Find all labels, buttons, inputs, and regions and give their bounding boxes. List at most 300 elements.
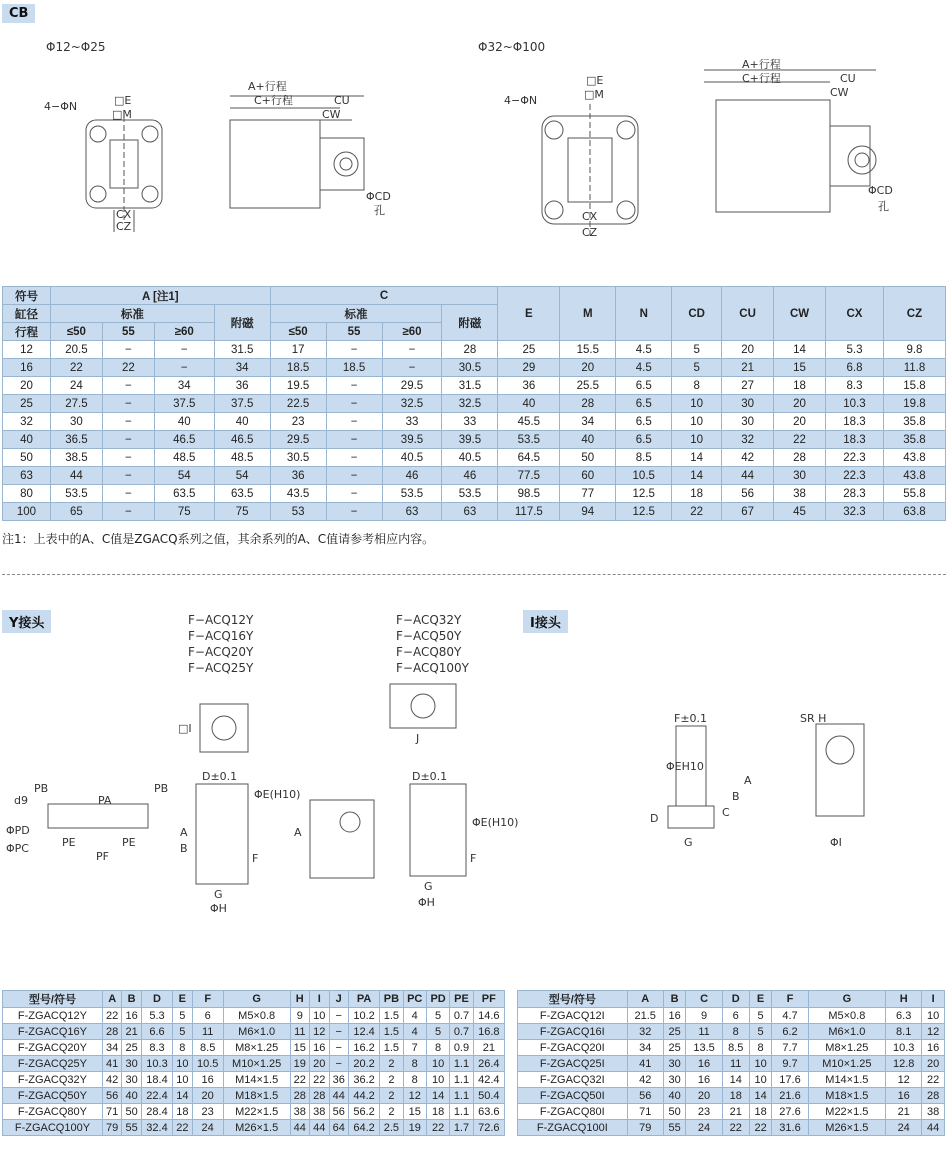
- table3-cell: F-ZGACQ16I: [518, 1024, 628, 1040]
- table2-cell: 18: [173, 1104, 192, 1120]
- table3-cell: 10: [749, 1072, 772, 1088]
- label-hole: 孔: [374, 204, 385, 217]
- table2-cell: 1.7: [450, 1120, 473, 1136]
- y-joint-table: [2, 990, 505, 1136]
- table1-cell: 14: [672, 449, 722, 467]
- y-model-small-4: F−ACQ25Y: [188, 661, 254, 675]
- section-tag-cb: CB: [2, 4, 35, 23]
- table1-cell: 22.3: [826, 449, 884, 467]
- table3-cell: 16: [663, 1008, 686, 1024]
- y-label-e-large: ΦE(H10): [472, 816, 519, 829]
- table3-cell: F-ZGACQ100I: [518, 1120, 628, 1136]
- table1-cell: −: [326, 413, 382, 431]
- table1-cell: −: [102, 449, 154, 467]
- table2-cell: 25: [122, 1040, 141, 1056]
- table3-header: C: [686, 991, 722, 1008]
- table2-cell: 1.1: [450, 1072, 473, 1088]
- table1-cell: 37.5: [154, 395, 214, 413]
- hdr-m: M: [560, 287, 616, 341]
- table2-cell: F-ZGACQ80Y: [3, 1104, 103, 1120]
- table3-cell: 8.5: [722, 1040, 749, 1056]
- hdr-cx: CX: [826, 287, 884, 341]
- table2-cell: 10: [426, 1056, 449, 1072]
- y-model-large-1: F−ACQ32Y: [396, 613, 462, 627]
- table3-cell: 8: [749, 1040, 772, 1056]
- table1-cell: 28: [774, 449, 826, 467]
- table3-cell: 71: [627, 1104, 663, 1120]
- table2-cell: F-ZGACQ25Y: [3, 1056, 103, 1072]
- table1-cell: 20.5: [50, 341, 102, 359]
- table3-cell: 20: [922, 1056, 945, 1072]
- table1-cell: 53: [270, 503, 326, 521]
- table2-cell: 10: [173, 1072, 192, 1088]
- table3-cell: 22: [722, 1120, 749, 1136]
- hdr-mag-a: 附磁: [214, 305, 270, 341]
- table3-cell: 6: [722, 1008, 749, 1024]
- label-cw: CW: [322, 108, 341, 121]
- table1-row: [3, 467, 946, 485]
- table1-cell: −: [326, 485, 382, 503]
- table1-cell: −: [102, 431, 154, 449]
- y-model-large-3: F−ACQ80Y: [396, 645, 462, 659]
- table2-row: [3, 1072, 505, 1088]
- table1-cell: 50: [560, 449, 616, 467]
- table1-cell: 28: [442, 341, 498, 359]
- table2-cell: 0.9: [450, 1040, 473, 1056]
- y-label-i: □I: [178, 722, 192, 735]
- table2-header: PE: [450, 991, 473, 1008]
- table1-cell: 45.5: [498, 413, 560, 431]
- table1-cell: 8.3: [826, 377, 884, 395]
- i-joint-table: [517, 990, 945, 1136]
- table2-cell: 42: [102, 1072, 121, 1088]
- table1-cell: 63: [3, 467, 51, 485]
- table1-cell: 6.8: [826, 359, 884, 377]
- table1-cell: −: [326, 377, 382, 395]
- i-joint-drawing: [640, 700, 880, 860]
- table1-cell: 34: [214, 359, 270, 377]
- table2-cell: 12: [403, 1088, 426, 1104]
- table2-cell: 20: [310, 1056, 329, 1072]
- y-label-pf: PF: [96, 850, 109, 863]
- table2-cell: 1.1: [450, 1088, 473, 1104]
- table1-cell: 18.5: [326, 359, 382, 377]
- table2-cell: 16.2: [348, 1040, 379, 1056]
- table1-cell: 40.5: [382, 449, 442, 467]
- i-label-c: C: [722, 806, 730, 819]
- i-label-d: D: [650, 812, 659, 825]
- table1-cell: 22.3: [826, 467, 884, 485]
- table1-cell: −: [326, 431, 382, 449]
- y-label-f: F: [252, 852, 259, 865]
- table2-cell: 30: [122, 1072, 141, 1088]
- label-n: 4−ΦN: [44, 100, 78, 113]
- table2-cell: 55: [122, 1120, 141, 1136]
- table2-cell: 10: [310, 1008, 329, 1024]
- y-label-pe2: PE: [122, 836, 136, 849]
- table3-cell: 12: [922, 1024, 945, 1040]
- table1-cell: 4.5: [616, 341, 672, 359]
- table1-cell: 63.5: [214, 485, 270, 503]
- table1-cell: −: [382, 341, 442, 359]
- table3-cell: M14×1.5: [808, 1072, 885, 1088]
- table3-header: E: [749, 991, 772, 1008]
- table3-cell: 17.6: [772, 1072, 808, 1088]
- table2-cell: M22×1.5: [223, 1104, 290, 1120]
- table2-cell: −: [329, 1024, 348, 1040]
- table2-cell: F-ZGACQ50Y: [3, 1088, 103, 1104]
- table2-cell: 41: [102, 1056, 121, 1072]
- table1-cell: 22: [102, 359, 154, 377]
- table1-cell: 32.3: [826, 503, 884, 521]
- table2-cell: 44: [310, 1120, 329, 1136]
- table3-cell: 31.6: [772, 1120, 808, 1136]
- table3-cell: M8×1.25: [808, 1040, 885, 1056]
- hdr-cd: CD: [672, 287, 722, 341]
- y-model-large-4: F−ACQ100Y: [396, 661, 470, 675]
- table2-cell: M6×1.0: [223, 1024, 290, 1040]
- table1-cell: 14: [774, 341, 826, 359]
- y-models-large: [396, 612, 469, 676]
- table2-cell: 2: [380, 1056, 403, 1072]
- i-label-srh: SR H: [800, 712, 827, 725]
- table1-cell: 22: [50, 359, 102, 377]
- hdr-c1: ≤50: [270, 323, 326, 341]
- table2-header: B: [122, 991, 141, 1008]
- table2-cell: −: [329, 1056, 348, 1072]
- cb-small-drawing: [40, 60, 420, 233]
- table2-cell: 22: [102, 1008, 121, 1024]
- table2-cell: 8: [403, 1056, 426, 1072]
- table3-cell: 41: [627, 1056, 663, 1072]
- table2-cell: 1.5: [380, 1024, 403, 1040]
- table2-cell: 1.1: [450, 1104, 473, 1120]
- table2-cell: 20.2: [348, 1056, 379, 1072]
- table1-cell: 18.3: [826, 413, 884, 431]
- table1-cell: 98.5: [498, 485, 560, 503]
- y-models-small: [188, 612, 253, 676]
- table1-row: [3, 431, 946, 449]
- table2-header: J: [329, 991, 348, 1008]
- table3-header: G: [808, 991, 885, 1008]
- label-e-large: □E: [586, 74, 604, 87]
- table3-cell: 5: [749, 1024, 772, 1040]
- table1-cell: 20: [560, 359, 616, 377]
- hdr-mag-c: 附磁: [442, 305, 498, 341]
- table2-cell: 50.4: [473, 1088, 504, 1104]
- table1-cell: −: [102, 503, 154, 521]
- table1-cell: 34: [560, 413, 616, 431]
- table3-cell: 14: [749, 1088, 772, 1104]
- y-label-d9: d9: [14, 794, 28, 807]
- table3-cell: 24: [686, 1120, 722, 1136]
- table2-row: [3, 1040, 505, 1056]
- table1-cell: −: [102, 413, 154, 431]
- table2-cell: 14.6: [473, 1008, 504, 1024]
- table3-header: A: [627, 991, 663, 1008]
- table1-cell: 100: [3, 503, 51, 521]
- table2-cell: 22: [290, 1072, 309, 1088]
- table2-cell: 21: [473, 1040, 504, 1056]
- table3-row: [518, 1056, 945, 1072]
- table3-cell: 6.2: [772, 1024, 808, 1040]
- table2-cell: 11: [290, 1024, 309, 1040]
- label-cu-large: CU: [840, 72, 856, 85]
- cb-large-drawing: [500, 60, 940, 240]
- table1-cell: 40: [498, 395, 560, 413]
- table1-cell: −: [102, 485, 154, 503]
- table3-cell: 12.8: [886, 1056, 922, 1072]
- y-label-e: ΦE(H10): [254, 788, 301, 801]
- table2-cell: 1.1: [450, 1056, 473, 1072]
- table2-cell: M10×1.25: [223, 1056, 290, 1072]
- table1-cell: −: [102, 377, 154, 395]
- table1-cell: 8.5: [616, 449, 672, 467]
- i-label-f: F±0.1: [674, 712, 708, 725]
- table2-cell: 28: [290, 1088, 309, 1104]
- table1-cell: 8: [672, 377, 722, 395]
- table2-row: [3, 1120, 505, 1136]
- y-label-a: A: [180, 826, 188, 839]
- table1-cell: 30: [774, 467, 826, 485]
- table3-cell: 5: [749, 1008, 772, 1024]
- table3-cell: 10: [749, 1056, 772, 1072]
- hdr-e: E: [498, 287, 560, 341]
- table2-cell: 30: [122, 1056, 141, 1072]
- table1-cell: 77.5: [498, 467, 560, 485]
- table3-cell: M6×1.0: [808, 1024, 885, 1040]
- table2-cell: 11: [192, 1024, 223, 1040]
- table3-row: [518, 1040, 945, 1056]
- table3-cell: 44: [922, 1120, 945, 1136]
- y-label-pc: ΦPC: [6, 842, 29, 855]
- table1-cell: 46.5: [154, 431, 214, 449]
- table1-cell: 40: [214, 413, 270, 431]
- table2-cell: 15: [403, 1104, 426, 1120]
- table1-cell: 15.8: [883, 377, 945, 395]
- table1-cell: 45: [774, 503, 826, 521]
- table1-cell: −: [382, 359, 442, 377]
- table2-cell: F-ZGACQ20Y: [3, 1040, 103, 1056]
- table1-cell: 38: [774, 485, 826, 503]
- y-label-h: ΦH: [210, 902, 227, 915]
- table1-cell: 63.5: [154, 485, 214, 503]
- table2-cell: 16.8: [473, 1024, 504, 1040]
- table1-cell: 32: [3, 413, 51, 431]
- table2-cell: 64.2: [348, 1120, 379, 1136]
- table3-cell: F-ZGACQ80I: [518, 1104, 628, 1120]
- table3-cell: M5×0.8: [808, 1008, 885, 1024]
- table1-cell: 38.5: [50, 449, 102, 467]
- table1-cell: 22.5: [270, 395, 326, 413]
- table3-cell: 16: [886, 1088, 922, 1104]
- table2-cell: 20: [192, 1088, 223, 1104]
- table3-cell: 55: [663, 1120, 686, 1136]
- table1-row: [3, 377, 946, 395]
- table1-cell: 10: [672, 395, 722, 413]
- table1-cell: −: [326, 449, 382, 467]
- table1-cell: 6.5: [616, 413, 672, 431]
- table1-cell: 32.5: [382, 395, 442, 413]
- hdr-stroke: 行程: [3, 323, 51, 341]
- table2-cell: 5: [426, 1008, 449, 1024]
- table2-cell: −: [329, 1040, 348, 1056]
- table2-cell: F-ZGACQ100Y: [3, 1120, 103, 1136]
- table1-cell: 46: [442, 467, 498, 485]
- table1-cell: 60: [560, 467, 616, 485]
- table1-cell: 56: [722, 485, 774, 503]
- table2-cell: −: [329, 1008, 348, 1024]
- table3-row: [518, 1120, 945, 1136]
- table2-cell: 0.7: [450, 1008, 473, 1024]
- table3-cell: 7.7: [772, 1040, 808, 1056]
- table2-cell: 44.2: [348, 1088, 379, 1104]
- label-cw-large: CW: [830, 86, 849, 99]
- table1-cell: 54: [154, 467, 214, 485]
- table3-cell: 8: [722, 1024, 749, 1040]
- table3-cell: F-ZGACQ25I: [518, 1056, 628, 1072]
- table2-cell: 8: [403, 1072, 426, 1088]
- label-a-stroke: A+行程: [248, 80, 287, 93]
- table1-cell: 20: [774, 395, 826, 413]
- table1-cell: 6.5: [616, 377, 672, 395]
- table1-cell: 29.5: [270, 431, 326, 449]
- table2-cell: 6.6: [141, 1024, 172, 1040]
- table3-cell: 11: [722, 1056, 749, 1072]
- table2-cell: 10: [173, 1056, 192, 1072]
- table1-cell: −: [154, 359, 214, 377]
- y-label-j: J: [416, 732, 420, 745]
- table1-cell: −: [102, 467, 154, 485]
- table1-cell: −: [154, 341, 214, 359]
- table1-cell: 80: [3, 485, 51, 503]
- table2-cell: 6: [192, 1008, 223, 1024]
- table1-cell: 11.8: [883, 359, 945, 377]
- table2-header: PA: [348, 991, 379, 1008]
- table3-cell: 12: [886, 1072, 922, 1088]
- table3-cell: 20: [686, 1088, 722, 1104]
- table2-cell: 28.4: [141, 1104, 172, 1120]
- table2-cell: 18: [426, 1104, 449, 1120]
- table1-cell: 25: [498, 341, 560, 359]
- table1-cell: 44: [722, 467, 774, 485]
- label-n-large: 4−ΦN: [504, 94, 538, 107]
- table2-cell: 34: [102, 1040, 121, 1056]
- table1-cell: 43.5: [270, 485, 326, 503]
- label-a-stroke-large: A+行程: [742, 58, 781, 71]
- table1-cell: 10: [672, 413, 722, 431]
- table3-cell: 16: [922, 1040, 945, 1056]
- table2-cell: 0.7: [450, 1024, 473, 1040]
- table2-row: [3, 1056, 505, 1072]
- table1-cell: 48.5: [154, 449, 214, 467]
- table2-cell: 63.6: [473, 1104, 504, 1120]
- table2-cell: M8×1.25: [223, 1040, 290, 1056]
- label-m-large: □M: [584, 88, 604, 101]
- table3-header: B: [663, 991, 686, 1008]
- table2-cell: 8.5: [192, 1040, 223, 1056]
- table1-cell: 46.5: [214, 431, 270, 449]
- table2-header: PF: [473, 991, 504, 1008]
- table3-cell: 28: [922, 1088, 945, 1104]
- table1-cell: 9.8: [883, 341, 945, 359]
- table1-cell: 18: [774, 377, 826, 395]
- table1-cell: 15: [774, 359, 826, 377]
- table1-cell: 50: [3, 449, 51, 467]
- table2-cell: 26.4: [473, 1056, 504, 1072]
- table2-cell: 56.2: [348, 1104, 379, 1120]
- table1-cell: 39.5: [442, 431, 498, 449]
- table3-cell: 27.6: [772, 1104, 808, 1120]
- cb-dimension-table: [2, 286, 946, 521]
- hdr-std-c: 标准: [270, 305, 442, 323]
- table1-cell: 10: [672, 431, 722, 449]
- table1-cell: 77: [560, 485, 616, 503]
- range-small-label: Φ12~Φ25: [46, 40, 106, 54]
- table1-cell: 43.8: [883, 467, 945, 485]
- table1-cell: 53.5: [50, 485, 102, 503]
- table1-cell: 19.5: [270, 377, 326, 395]
- hdr-cw: CW: [774, 287, 826, 341]
- table1-cell: 4.5: [616, 359, 672, 377]
- label-cu: CU: [334, 94, 350, 107]
- table2-row: [3, 1008, 505, 1024]
- table3-cell: 22: [749, 1120, 772, 1136]
- table2-cell: 19: [403, 1120, 426, 1136]
- table2-cell: M14×1.5: [223, 1072, 290, 1088]
- table2-cell: 16: [192, 1072, 223, 1088]
- table2-header: PB: [380, 991, 403, 1008]
- table2-header: F: [192, 991, 223, 1008]
- table1-cell: 53.5: [498, 431, 560, 449]
- hdr-n: N: [616, 287, 672, 341]
- table2-header: G: [223, 991, 290, 1008]
- table1-cell: 27: [722, 377, 774, 395]
- table3-cell: 22: [922, 1072, 945, 1088]
- y-label-b: B: [180, 842, 188, 855]
- table1-cell: −: [326, 395, 382, 413]
- table1-cell: 20: [722, 341, 774, 359]
- table3-cell: 32: [627, 1024, 663, 1040]
- table3-cell: 6.3: [886, 1008, 922, 1024]
- table1-cell: 53.5: [442, 485, 498, 503]
- table3-cell: F-ZGACQ50I: [518, 1088, 628, 1104]
- table1-cell: 37.5: [214, 395, 270, 413]
- table2-cell: 44: [329, 1088, 348, 1104]
- table1-row: [3, 413, 946, 431]
- table3-cell: 4.7: [772, 1008, 808, 1024]
- y-label-h-large: ΦH: [418, 896, 435, 909]
- table3-cell: 11: [686, 1024, 722, 1040]
- table2-cell: 40: [122, 1088, 141, 1104]
- table2-cell: 16: [122, 1008, 141, 1024]
- table1-cell: 6.5: [616, 431, 672, 449]
- hdr-c2: 55: [326, 323, 382, 341]
- table3-header: D: [722, 991, 749, 1008]
- table1-cell: 5: [672, 359, 722, 377]
- table2-cell: 79: [102, 1120, 121, 1136]
- table1-cell: 36: [270, 467, 326, 485]
- table2-cell: 36.2: [348, 1072, 379, 1088]
- table1-cell: 55.8: [883, 485, 945, 503]
- table3-row: [518, 1072, 945, 1088]
- hdr-a: A [注1]: [50, 287, 270, 305]
- table2-cell: 2: [380, 1072, 403, 1088]
- table2-cell: 7: [403, 1040, 426, 1056]
- table1-cell: 10.3: [826, 395, 884, 413]
- table2-cell: M5×0.8: [223, 1008, 290, 1024]
- hdr-bore: 缸径: [3, 305, 51, 323]
